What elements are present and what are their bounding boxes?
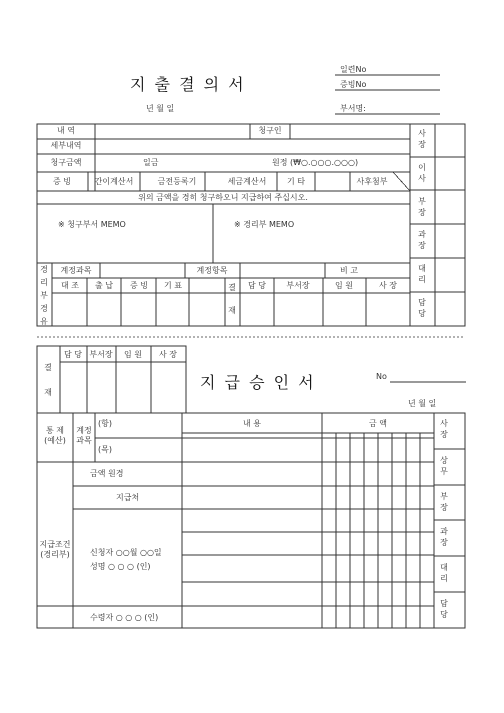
f2-approval-executive: 임 원: [124, 350, 142, 359]
amount-suffix: 원정 (₩○.○○○.○○○): [272, 158, 359, 167]
ledger-cashier: 출 납: [95, 281, 113, 290]
f2-side-staff: 담 당: [440, 599, 448, 619]
request-sentence: 위의 금액을 경히 청구하오니 지급하여 주십시오.: [138, 193, 308, 202]
ev-simple-invoice: 간이계산서: [94, 177, 134, 186]
amount-prefix: 일금: [143, 158, 159, 167]
form2-approval-label: 결 재: [44, 363, 52, 397]
f2-approval-staff: 담 당: [64, 350, 82, 359]
f2-approval-dept-head: 부서장: [89, 350, 113, 359]
approval-dept-head: 부서장: [286, 281, 310, 290]
form2-no-label: No: [376, 372, 387, 381]
ledger-compare: 대 조: [61, 281, 79, 290]
side-director: 이 사: [418, 163, 426, 183]
f2-side-managing-director: 상 무: [440, 456, 448, 476]
memo-request-dept: ※ 청구부서 MEMO: [58, 220, 126, 229]
side-section-chief: 과 장: [418, 230, 426, 250]
side-assistant-manager: 대 리: [418, 264, 426, 284]
claim-amount-label: 청구금액: [50, 158, 82, 167]
form1-title: 지 출 결 의 서: [130, 75, 246, 94]
content-label: 내 역: [57, 126, 75, 135]
side-staff: 담 당: [418, 298, 426, 318]
f2-side-section-chief: 과 장: [440, 527, 448, 547]
col-amount-header: 금 액: [369, 419, 387, 428]
receiver-line: 수령자 ○ ○ ○ (인): [90, 613, 159, 622]
dept-name-label: 부서명:: [340, 104, 366, 113]
ledger-evidence: 증 빙: [130, 281, 148, 290]
f2-approval-president: 사 장: [159, 350, 177, 359]
side-general-manager: 부 장: [418, 197, 426, 217]
approval-president: 사 장: [379, 281, 397, 290]
item-hang: (항): [98, 419, 112, 428]
pay-condition-label: 지급조건 (경리부): [39, 540, 71, 559]
evidence-no-label: 증빙No: [340, 80, 367, 89]
evidence-label: 증 빙: [53, 177, 71, 186]
account-item-label: 계정항목: [196, 266, 228, 275]
ev-tax-invoice: 세금계산서: [227, 177, 267, 186]
remarks-label: 비 고: [340, 266, 358, 275]
col-content-header: 내 용: [243, 419, 261, 428]
f2-side-president: 사 장: [440, 419, 448, 439]
account-course-label: 계정과목: [60, 266, 92, 275]
f2-side-assistant-manager: 대 리: [440, 563, 448, 583]
approval-staff: 담 당: [248, 281, 266, 290]
applicant-line: 신청자 ○○월 ○○일: [90, 548, 162, 557]
form2-title: 지 급 승 인 서: [200, 373, 316, 392]
ev-other: 기 타: [287, 177, 305, 186]
form2-date: 년 월 일: [408, 399, 437, 408]
control-budget-label: 통 제 (예산): [44, 426, 66, 445]
claimant-label: 청구인: [258, 126, 282, 135]
applicant-name-line: 성명 ○ ○ ○ (인): [90, 562, 151, 571]
f2-side-general-manager: 부 장: [440, 492, 448, 512]
memo-finance-dept: ※ 경리부 MEMO: [234, 220, 295, 229]
item-mok: (목): [98, 445, 112, 454]
ev-post-attach: 사후첨부: [356, 177, 388, 186]
payee-label: 지급처: [116, 493, 140, 502]
finance-side-label: 경 리 부 경 유: [40, 265, 48, 326]
ev-cash-register: 금전등록기: [157, 177, 197, 186]
form1-date: 년 월 일: [146, 104, 175, 113]
approval-executive: 임 원: [335, 281, 353, 290]
ledger-entry: 기 표: [164, 281, 182, 290]
side-president: 사 장: [418, 129, 426, 149]
account-course-label-2: 계정 과목: [76, 426, 92, 445]
detail-label: 세부내역: [50, 141, 82, 150]
form1-approval-label: 결 재: [228, 283, 236, 315]
amount-line: 금액 원경: [90, 469, 124, 478]
serial-no-label: 일련No: [340, 65, 367, 74]
